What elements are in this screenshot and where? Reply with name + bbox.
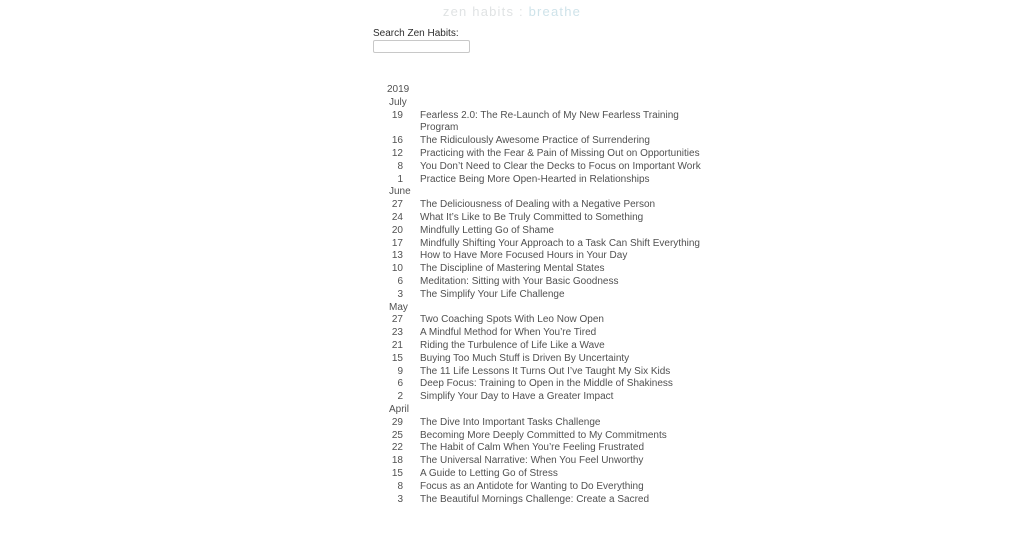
entry-title-link[interactable]: Mindfully Shifting Your Approach to a Task Can Shift Everything: [420, 237, 700, 249]
entry-day: 23: [391, 327, 403, 339]
entry-title-link[interactable]: The Ridiculously Awesome Practice of Surrendering: [420, 135, 650, 147]
entry-day: 3: [397, 288, 403, 300]
archive-month-label: April: [389, 403, 410, 415]
entry-title-link[interactable]: Mindfully Letting Go of Shame: [420, 224, 554, 236]
archive-entry: [373, 238, 703, 251]
entry-day: 16: [391, 135, 403, 147]
entry-title-link[interactable]: Simplify Your Day to Have a Greater Impact: [420, 391, 614, 403]
entry-title-link[interactable]: Deep Focus: Training to Open in the Middle of Shakiness: [420, 378, 673, 390]
entry-day: 18: [391, 455, 403, 467]
entry-day: 10: [391, 263, 403, 275]
entry-day: 24: [391, 211, 403, 223]
entry-title-link[interactable]: You Don’t Need to Clear the Decks to Focus on Important Work: [420, 160, 701, 172]
archive-entry: [373, 135, 703, 148]
entry-day: 9: [397, 365, 403, 377]
entry-day: 3: [397, 493, 403, 505]
entry-day: 6: [397, 275, 403, 287]
archive-entry: [373, 174, 703, 187]
entry-title-link[interactable]: The Universal Narrative: When You Feel Unworthy: [420, 455, 644, 467]
archive-entry: [373, 263, 703, 276]
entry-title-link[interactable]: Becoming More Deeply Committed to My Commitments: [420, 429, 667, 441]
entry-day: 12: [391, 147, 403, 159]
archive-entry: [373, 481, 703, 494]
entry-day: 27: [391, 199, 403, 211]
archive-entry: [373, 468, 703, 481]
archive-entry: [373, 494, 703, 507]
archive-entry: [373, 289, 703, 302]
archive-entry: [373, 378, 703, 391]
entry-day: 1: [397, 173, 403, 185]
archive-year: 2019: [387, 84, 410, 95]
archive-entry: [373, 110, 703, 136]
archive-entry: [373, 430, 703, 443]
entry-title-link[interactable]: What It’s Like to Be Truly Committed to Something: [420, 211, 644, 223]
content-column: [373, 28, 703, 506]
site-title-tagline: breathe: [528, 4, 582, 19]
archive-entry: [373, 366, 703, 379]
entry-title-link[interactable]: Two Coaching Spots With Leo Now Open: [420, 314, 604, 326]
entry-day: 13: [391, 250, 403, 262]
archive-entry: [373, 353, 703, 366]
entry-title-link[interactable]: Focus as an Antidote for Wanting to Do Everything: [420, 480, 644, 492]
entry-title-link[interactable]: How to Have More Focused Hours in Your Day: [420, 250, 628, 262]
entry-day: 2: [397, 391, 403, 403]
entry-day: 8: [397, 480, 403, 492]
entry-day: 21: [391, 339, 403, 351]
entry-day: 29: [391, 416, 403, 428]
entry-day: 17: [391, 237, 403, 249]
site-title: zen habits :: [442, 4, 524, 19]
entry-title-link[interactable]: Fearless 2.0: The Re-Launch of My New Fearless Training Program: [420, 109, 679, 134]
site-title-link[interactable]: [443, 4, 581, 19]
archive-entry: [373, 340, 703, 353]
entry-day: 20: [391, 224, 403, 236]
archive-entry: [373, 225, 703, 238]
entry-title-link[interactable]: A Guide to Letting Go of Stress: [420, 467, 558, 479]
entry-day: 22: [391, 442, 403, 454]
site-header: [0, 0, 1024, 19]
entry-title-link[interactable]: Practice Being More Open-Hearted in Relationships: [420, 173, 650, 185]
entry-day: 6: [397, 378, 403, 390]
entry-day: 15: [391, 352, 403, 364]
archive-entry: [373, 455, 703, 468]
archive-entry: [373, 276, 703, 289]
archive-entry: [373, 314, 703, 327]
entry-day: 19: [391, 109, 403, 121]
search-block: [373, 28, 703, 53]
archive-entry: [373, 417, 703, 430]
search-label: Search Zen Habits:: [373, 28, 459, 39]
entry-day: 25: [391, 429, 403, 441]
archive-entry: [373, 212, 703, 225]
entry-title-link[interactable]: Riding the Turbulence of Life Like a Wave: [420, 339, 605, 351]
entry-day: 27: [391, 314, 403, 326]
archive-entry: [373, 199, 703, 212]
search-input[interactable]: [373, 40, 470, 53]
entry-title-link[interactable]: The Beautiful Mornings Challenge: Create a Sacred: [420, 493, 650, 505]
archive-entry: [373, 442, 703, 455]
entry-title-link[interactable]: The Discipline of Mastering Mental States: [420, 263, 605, 275]
entry-title-link[interactable]: The Habit of Calm When You’re Feeling Frustrated: [420, 442, 644, 454]
archive-month-label: June: [389, 186, 411, 198]
entry-title-link[interactable]: Meditation: Sitting with Your Basic Goodness: [420, 275, 619, 287]
archive-month-label: July: [389, 96, 407, 108]
entry-title-link[interactable]: The Deliciousness of Dealing with a Negative Person: [420, 199, 656, 211]
archive-list: [373, 84, 703, 506]
archive-entry: [373, 327, 703, 340]
entry-title-link[interactable]: A Mindful Method for When You’re Tired: [420, 327, 597, 339]
archive-entry: [373, 391, 703, 404]
entry-title-link[interactable]: The Simplify Your Life Challenge: [420, 288, 565, 300]
archive-entry: [373, 148, 703, 161]
archive-entry: [373, 161, 703, 174]
entry-title-link[interactable]: The 11 Life Lessons It Turns Out I’ve Taught My Six Kids: [420, 365, 671, 377]
archive-entry: [373, 250, 703, 263]
entry-title-link[interactable]: Buying Too Much Stuff is Driven By Uncertainty: [420, 352, 630, 364]
entry-day: 15: [391, 467, 403, 479]
archive-month-label: May: [389, 301, 408, 313]
entry-title-link[interactable]: Practicing with the Fear & Pain of Missing Out on Opportunities: [420, 147, 700, 159]
entry-title-link[interactable]: The Dive Into Important Tasks Challenge: [420, 416, 601, 428]
entry-day: 8: [397, 160, 403, 172]
